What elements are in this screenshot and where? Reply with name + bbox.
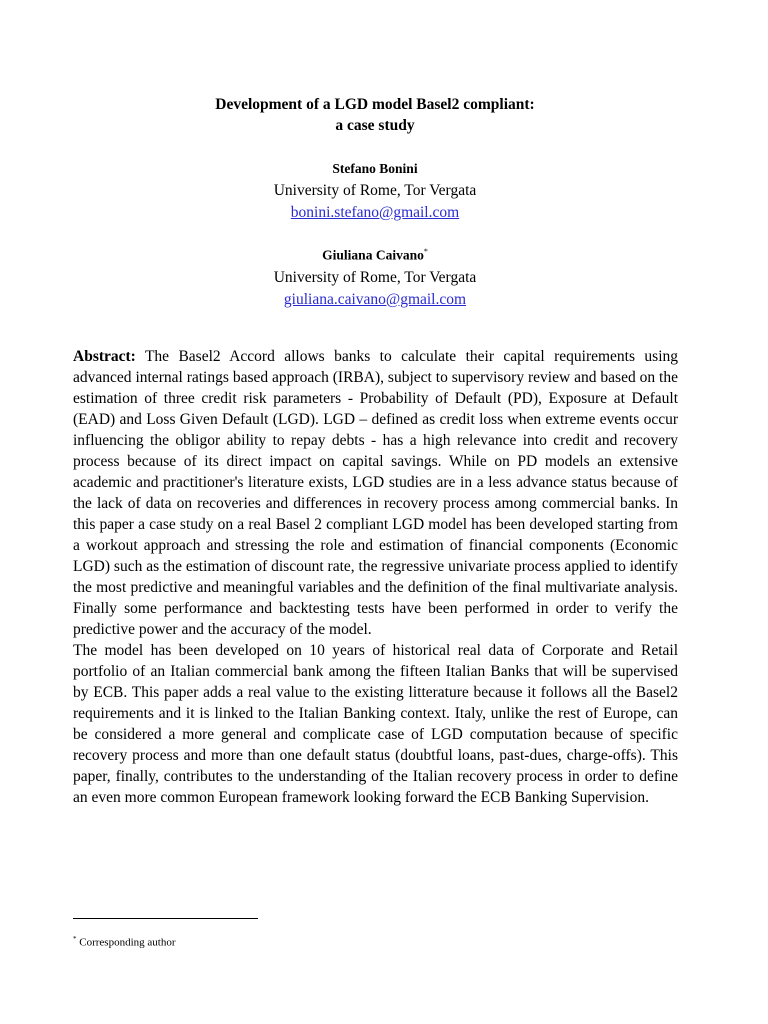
author-affiliation: University of Rome, Tor Vergata	[273, 182, 477, 199]
author-affiliation: University of Rome, Tor Vergata	[273, 268, 477, 286]
footnote-text: Corresponding author	[76, 936, 176, 949]
paper-title	[60, 94, 690, 136]
title-line-2: a case study	[335, 117, 415, 134]
corresponding-author-marker: *	[423, 247, 428, 256]
author-email-link[interactable]: giuliana.caivano@gmail.com	[283, 290, 467, 308]
author-block-1	[60, 158, 690, 224]
abstract-text: The Basel2 Accord allows banks to calculate their capital requirements using advanced internal ratings based approach (IRBA), subject to supervisory review and based on the estimation of three credit risk parameters - Probability of Default (PD), Exposure at Default (EAD) and Loss Given Default (LGD). LGD – defined as credit loss when extreme events occur influencing the obligor ability to repay debts - has a high relevance into credit and recovery process because of its direct impact on capital savings. While on PD models an extensive academic and practitioner's literature exists, LGD studies are in a less advance status because of the lack of data on recoveries and differences in recovery process among commercial banks. In this paper a case study on a real Basel 2 compliant LGD model has been developed starting from a workout approach and stressing the role and estimation of financial components (Economic LGD) such as the estimation of discount rate, the regressive univariate process applied to identify the most predictive and meaningful variables and the definition of the final multivariate analysis. Finally some performance and backtesting tests have been performed in order to verify the predictive power and the accuracy of the model.	[73, 348, 678, 638]
abstract-label: Abstract:	[73, 348, 136, 365]
title-line-1: Development of a LGD model Basel2 compliant:	[215, 96, 535, 113]
author-block-2	[60, 241, 690, 311]
footnote	[73, 932, 175, 950]
footnote-divider	[73, 918, 258, 919]
footnote-marker: *	[73, 935, 77, 943]
abstract	[73, 346, 678, 808]
author-name: Giuliana Caivano*	[322, 247, 428, 263]
author-email-link[interactable]: bonini.stefano@gmail.com	[290, 204, 460, 221]
abstract-paragraph-2: The model has been developed on 10 years of historical real data of Corporate and Retail portfolio of an Italian commercial bank among the fifteen Italian Banks that will be supervised by ECB. This paper adds a real value to the existing litterature because it follows all the Basel2 requirements and it is linked to the Italian Banking context. Italy, unlike the rest of Europe, can be considered a more general and complicate case of LGD computation because of specific recovery process and more than one default status (doubtful loans, past-dues, charge-offs). This paper, finally, contributes to the understanding of the Italian recovery process in order to define an even more common European framework looking forward the ECB Banking Supervision.	[73, 642, 678, 806]
abstract-paragraph-1	[73, 346, 678, 640]
author-name: Stefano Bonini	[332, 161, 418, 176]
